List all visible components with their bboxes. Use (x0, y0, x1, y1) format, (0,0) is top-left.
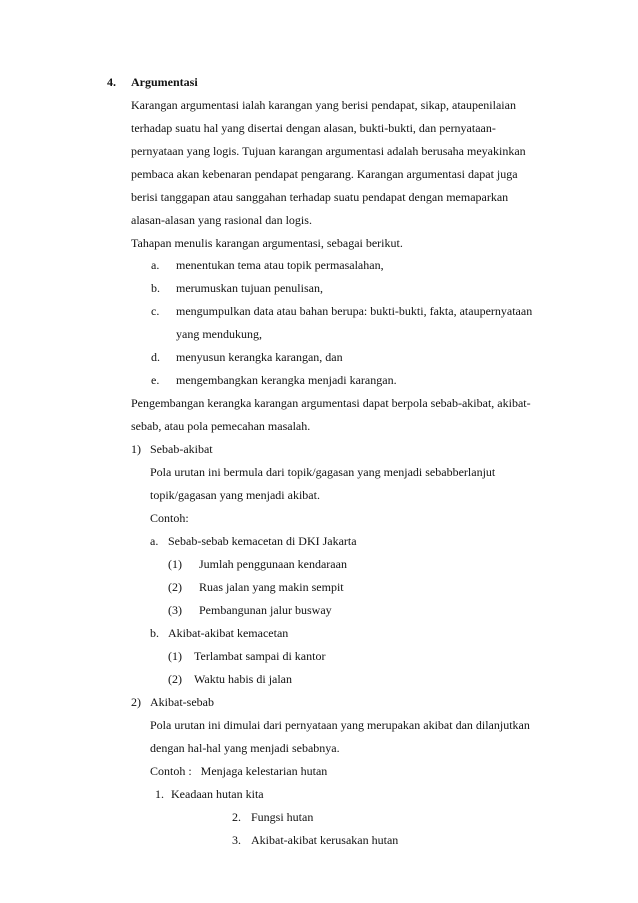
section-title: Argumentasi (131, 75, 198, 89)
list-marker: (2) (168, 672, 182, 686)
intro-line: Karangan argumentasi ialah karangan yang berisi pendapat, sikap, ataupenilaian (131, 98, 516, 112)
list-marker: 1. (155, 787, 164, 801)
list-marker: (2) (168, 580, 182, 594)
subsection-desc: Pola urutan ini bermula dari topik/gagasan yang menjadi sebabberlanjut (150, 465, 496, 479)
list-item: Jumlah penggunaan kendaraan (199, 557, 347, 571)
subsection-marker: 2) (131, 695, 141, 709)
list-marker: (3) (168, 603, 182, 617)
subsection-desc: topik/gagasan yang menjadi akibat. (150, 488, 320, 502)
pengembangan-line: sebab, atau pola pemecahan masalah. (131, 419, 311, 433)
list-marker: b. (150, 626, 159, 640)
subsection-title: Akibat-sebab (150, 695, 214, 709)
list-marker: e. (151, 373, 160, 387)
list-item: Ruas jalan yang makin sempit (199, 580, 344, 594)
list-item: Akibat-akibat kemacetan (168, 626, 289, 640)
list-item: Terlambat sampai di kantor (194, 649, 326, 663)
list-item: Akibat-akibat kerusakan hutan (251, 833, 399, 847)
list-marker: a. (151, 258, 160, 272)
pengembangan-line: Pengembangan kerangka karangan argumentasi dapat berpola sebab-akibat, akibat- (131, 396, 531, 410)
list-item: Waktu habis di jalan (194, 672, 293, 686)
subsection-title: Sebab-akibat (150, 442, 213, 456)
intro-line: alasan-alasan yang rasional dan logis. (131, 213, 312, 227)
subsection-marker: 1) (131, 442, 141, 456)
list-marker: (1) (168, 649, 182, 663)
list-item-continuation: yang mendukung, (176, 327, 262, 341)
list-item: Sebab-sebab kemacetan di DKI Jakarta (168, 534, 357, 548)
list-marker: b. (151, 281, 160, 295)
list-marker: a. (150, 534, 159, 548)
intro-line: terhadap suatu hal yang disertai dengan alasan, bukti-bukti, dan pernyataan- (131, 121, 496, 135)
intro-line: pernyataan yang logis. Tujuan karangan argumentasi adalah berusaha meyakinkan (131, 144, 526, 158)
section-number: 4. (107, 75, 116, 89)
list-marker: d. (151, 350, 160, 364)
list-item: Fungsi hutan (251, 810, 314, 824)
list-item: mengembangkan kerangka menjadi karangan. (176, 373, 397, 387)
subsection-desc: dengan hal-hal yang menjadi sebabnya. (150, 741, 340, 755)
list-item: merumuskan tujuan penulisan, (176, 281, 323, 295)
tahapan-intro: Tahapan menulis karangan argumentasi, sebagai berikut. (131, 236, 403, 250)
list-item: menyusun kerangka karangan, dan (176, 350, 343, 364)
subsection-desc: Pola urutan ini dimulai dari pernyataan yang merupakan akibat dan dilanjutkan (150, 718, 530, 732)
intro-line: pembaca akan kebenaran pendapat pengarang. Karangan argumentasi dapat juga (131, 167, 518, 181)
list-item: menentukan tema atau topik permasalahan, (176, 258, 384, 272)
contoh-label: Contoh : Menjaga kelestarian hutan (150, 764, 328, 778)
list-marker: (1) (168, 557, 182, 571)
list-marker: c. (151, 304, 160, 318)
list-item: Pembangunan jalur busway (199, 603, 332, 617)
list-marker: 3. (232, 833, 241, 847)
list-item: mengumpulkan data atau bahan berupa: bukti-bukti, fakta, ataupernyataan (176, 304, 533, 318)
intro-line: berisi tanggapan atau sanggahan terhadap suatu pendapat dengan memaparkan (131, 190, 509, 204)
list-item: Keadaan hutan kita (171, 787, 264, 801)
list-marker: 2. (232, 810, 241, 824)
contoh-label: Contoh: (150, 511, 189, 525)
